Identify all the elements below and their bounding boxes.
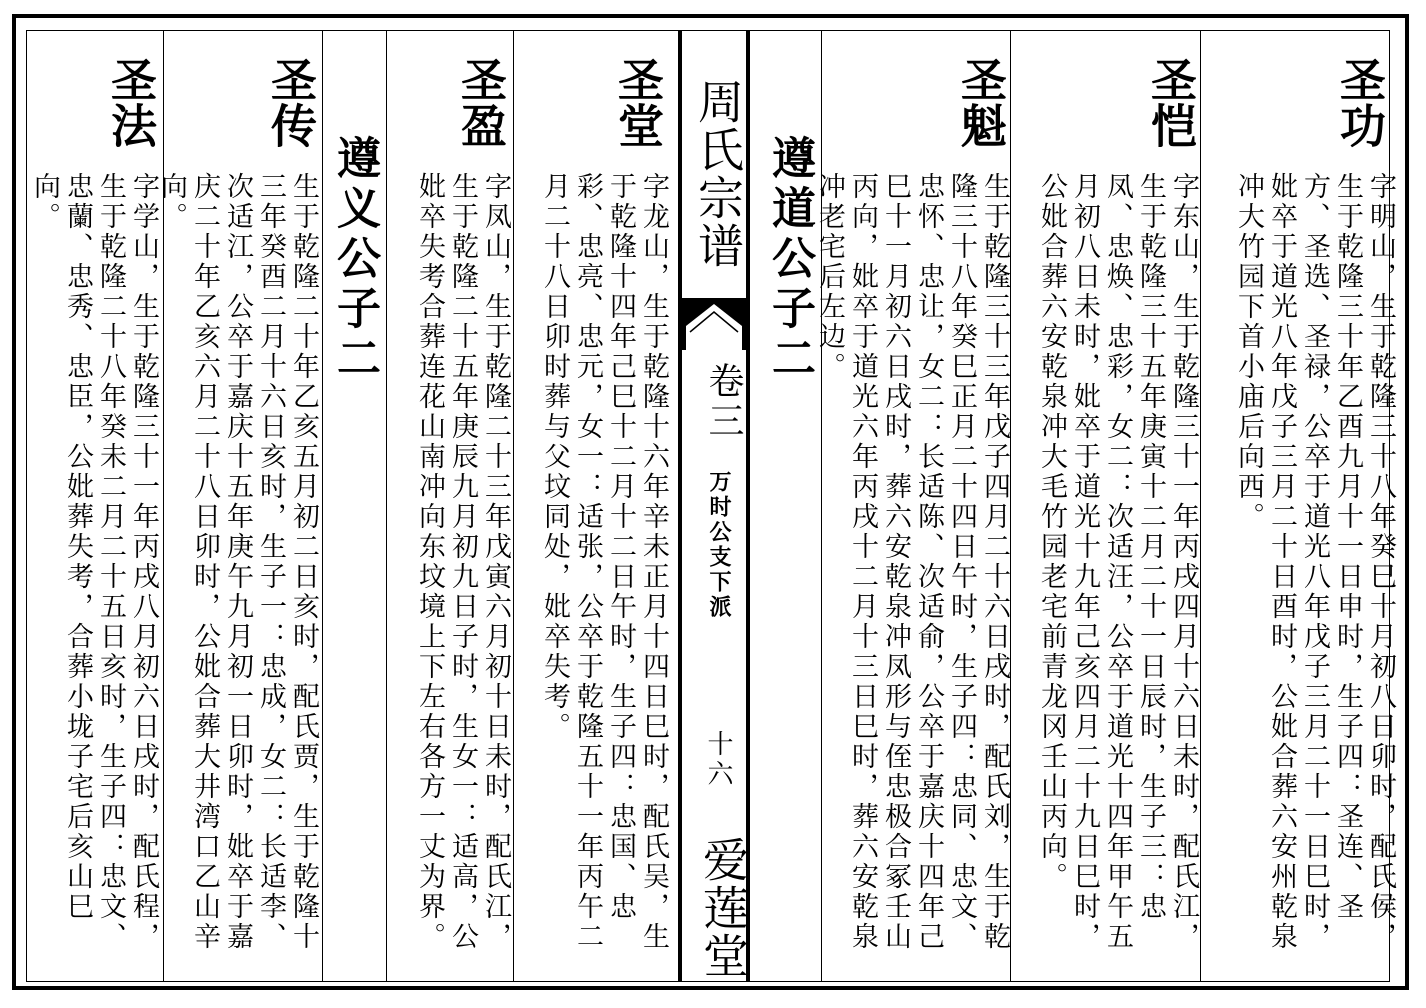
entry-text: 字学山，生于乾隆三十一年丙戌八月初六日戌时，配氏程，生于乾隆二十八年癸未二月二十五日亥时，生子四：忠文、忠蘭、忠秀、忠臣，公妣葬失考，合葬小垅子宅后亥山巳向。 — [29, 172, 159, 952]
entry-name: 圣功 — [1333, 56, 1387, 148]
column-divider — [1200, 30, 1201, 982]
entry-text: 字凤山，生于乾隆二十三年戊寅六月初十日未时，配氏江，生于乾隆二十五年庚辰九月初九日子时，生女一：适高，公妣卒失考合葬连花山南冲向东坟境上下左右各方一丈为界。 — [414, 172, 511, 952]
entry-name: 圣盈 — [454, 56, 508, 148]
entry-name: 圣堂 — [611, 56, 665, 148]
spine-title: 周氏宗谱 — [691, 78, 745, 270]
spine-hall-name: 爱莲堂 — [696, 836, 750, 980]
spine-fishtail-ornament — [682, 298, 746, 350]
entry-name: 圣法 — [104, 56, 158, 148]
entry-text: 生于乾隆二十年乙亥五月初二日亥时，配氏贾，生于乾隆十三年癸酉二月十六日亥时，生子一：忠成，女二：长适李、次适江，公卒于嘉庆十五年庚午九月初一日卯时，妣卒于嘉庆二十年乙亥六月二十八日卯时，公妣合葬大井湾口乙山辛向。 — [156, 172, 319, 952]
entry-name: 圣魁 — [954, 56, 1008, 148]
column-divider — [386, 30, 387, 982]
entry-text: 字明山，生于乾隆三十八年癸巳十月初八日卯时，配氏侯，生于乾隆三十年乙酉九月十一日申时，生子四：圣连、圣方、圣选、圣禄，公卒于道光八年戊子三月二十一日巳时，妣卒于道光八年戊子三月二十日酉时，公妣合葬六安州乾泉冲大竹园下首小庙后向西。 — [1233, 172, 1396, 952]
column-divider — [322, 30, 323, 982]
section-header: 遵道公子二 — [764, 135, 815, 385]
entry-text: 生于乾隆三十三年戊子四月二十六日戌时，配氏刘，生于乾隆三十八年癸巳正月二十四日午时，生子四：忠同、忠文、忠怀、忠让，女二：长适陈、次适俞，公卒于嘉庆十四年己巳十一月初六日戌时，葬六安乾泉冲凤形与侄忠极合冢壬山丙向，妣卒于道光六年丙戌十二月十三日巳时，葬六安乾泉冲老宅后左边。 — [814, 172, 1010, 952]
entry-name: 圣传 — [264, 56, 318, 148]
spine-volume: 卷三 — [703, 362, 744, 442]
column-divider — [513, 30, 514, 982]
entry-name: 圣恺 — [1144, 56, 1198, 148]
entry-text: 字东山，生于乾隆三十一年丙戌四月十六日未时，配氏江，生于乾隆三十五年庚寅十二月二十一日辰时，生子三：忠凤、忠焕、忠彩，女二：次适汪，公卒于道光十四年甲午五月初八日未时，妣卒于道光十九年己亥四月二十九日巳时，公妣合葬六安乾泉冲大毛竹园老宅前青龙冈壬山丙向。 — [1036, 172, 1199, 952]
entry-text: 字龙山，生于乾隆十六年辛未正月十四日巳时，配氏吴，生于乾隆十四年己巳十二月十二日午时，生子四：忠国、忠彩、忠亮、忠元，女一：适张，公卒于乾隆五十一年丙午二月二十八日卯时葬与父坟同处，妣卒失考。 — [539, 172, 669, 952]
spine-branch: 万时公支下派 — [706, 470, 732, 620]
book-spine — [678, 30, 750, 982]
spine-page-number: 十六 — [703, 730, 733, 790]
section-header: 遵义公子二 — [329, 135, 380, 385]
